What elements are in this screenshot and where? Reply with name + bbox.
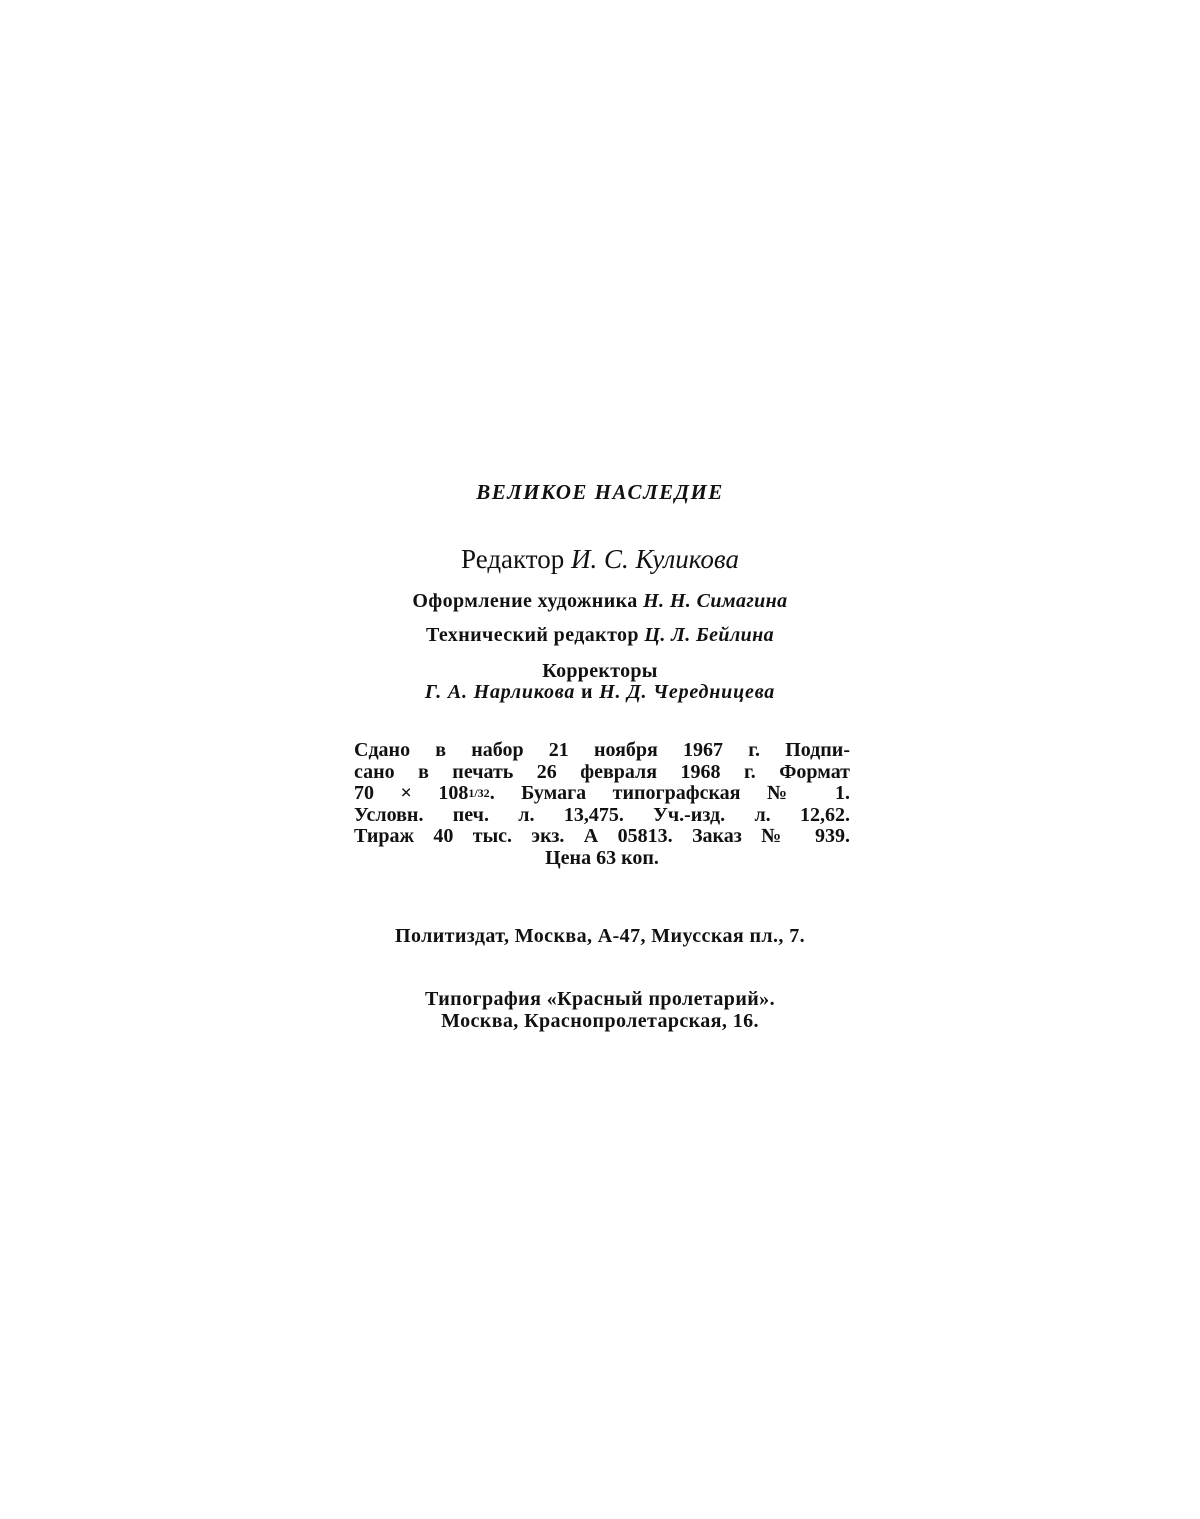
corrector-name-2: Н. Д. Чередницева [599,681,776,703]
imprint-format-size: 70 × 108 [354,782,469,804]
imprint-line-1: Сдано в набор 21 ноября 1967 г. Подпи- [354,739,850,761]
printer-name: Типография «Красный пролетарий». [425,988,775,1010]
tech-editor-role: Технический редактор [425,624,639,646]
editor-credit [0,544,1200,575]
imprint-format-fraction: 1/32 [468,786,490,800]
design-name: Н. Н. Симагина [643,590,788,612]
correctors-conjunction: и [580,681,594,703]
imprint-line-3 [354,783,850,805]
editor-name: И. С. Куликова [571,544,739,574]
imprint-block [354,740,850,869]
series-title: ВЕЛИКОЕ НАСЛЕДИЕ [476,480,724,504]
imprint-line-4: Условн. печ. л. 13,475. Уч.-изд. л. 12,62. [354,803,850,826]
correctors-heading: Корректоры [542,660,658,682]
tech-editor-name: Ц. Л. Бейлина [644,624,775,646]
imprint-paper: . Бумага типографская № 1. [489,782,850,804]
design-credit [0,590,1200,613]
imprint-line-5: Тираж 40 тыс. экз. А 05813. Заказ № 939. [354,825,850,847]
editor-role: Редактор [461,544,565,574]
design-role: Оформление художника [412,590,638,612]
publisher-address: Политиздат, Москва, А-47, Миусская пл., 7. [394,925,806,947]
printer-address: Москва, Краснопролетарская, 16. [441,1010,759,1032]
correctors-names [0,681,1200,704]
tech-editor-credit [0,624,1200,647]
imprint-price: Цена 63 коп. [545,846,659,869]
corrector-name-1: Г. А. Нарликова [424,681,576,703]
imprint-line-2: сано в печать 26 февраля 1968 г. Формат [354,760,850,783]
